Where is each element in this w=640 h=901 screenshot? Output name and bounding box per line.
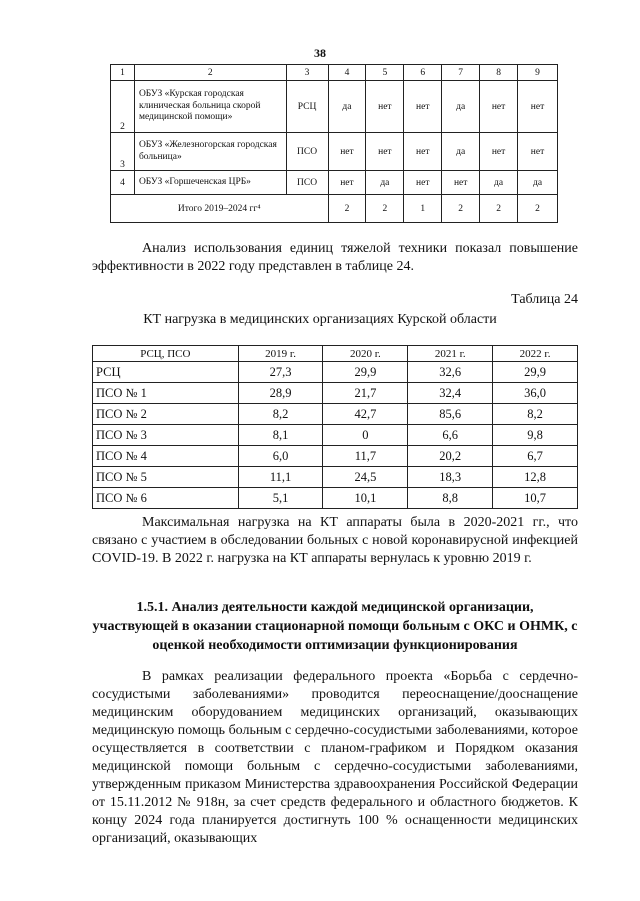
table-cell: 11,7 <box>323 446 408 467</box>
table-cell: 6,0 <box>238 446 323 467</box>
total-row <box>111 195 558 223</box>
paragraph-ct-load-analysis: Максимальная нагрузка на КТ аппараты была в 2020-2021 гг., что связано с участием в обследовании больных с новой коронавирусной инфекцией COVID-19. В 2022 г. нагрузка на КТ аппараты вернулась к уровню 2019 г. <box>92 515 578 566</box>
row-label: ПСО № 1 <box>93 383 239 404</box>
table-cell: 42,7 <box>323 404 408 425</box>
row-label: ПСО № 6 <box>93 488 239 509</box>
table-cell: 32,4 <box>408 383 493 404</box>
table-cell: 32,6 <box>408 362 493 383</box>
table-cell: да <box>366 171 404 195</box>
table-cell: нет <box>404 171 442 195</box>
table-number-label: Таблица 24 <box>511 292 578 307</box>
section-heading: 1.5.1. Анализ деятельности каждой медицинской организации, участвующей в оказании стационарной помощи больным с ОКС и ОНМК, с оценкой необходимости оптимизации функционирования <box>92 600 578 653</box>
row-label: ПСО № 3 <box>93 425 239 446</box>
org-type: ПСО <box>286 171 328 195</box>
table-title: КТ нагрузка в медицинских организациях Курской области <box>143 312 497 327</box>
table-cell: нет <box>328 133 366 171</box>
header-cell: 1 <box>111 65 135 81</box>
table-cell: да <box>442 81 480 133</box>
table-cell: 8,2 <box>238 404 323 425</box>
paragraph-federal-project: В рамках реализации федерального проекта «Борьба с сердечно-сосудистыми заболеваниями» проводится переоснащение/дооснащение медицинским оборудованием медицинских организаций, оказывающих медицинскую помощь больным с сердечно-сосудистыми заболеваниями, которое осуществляется в соответствии с планом-графиком и Порядком оказания медицинской помощи больным с сердечно-сосудистыми заболеваниями, утвержденным приказом Министерства здравоохранения Российской Федерации от 15.11.2012 № 918н, за счет средств федерального и областного бюджетов. К концу 2024 года планируется достигнуть 100 % оснащенности медицинских организаций, оказывающих <box>92 669 578 846</box>
table-row <box>93 467 578 488</box>
table-cell: нет <box>518 81 558 133</box>
total-label: Итого 2019–2024 гг⁴ <box>111 195 329 223</box>
table-row <box>93 404 578 425</box>
table-cell: нет <box>366 81 404 133</box>
organization-name: ОБУЗ «Курская городская клиническая больница скорой медицинской помощи» <box>134 81 286 133</box>
table-cell: 21,7 <box>323 383 408 404</box>
table-row <box>93 383 578 404</box>
table-cell: 6,7 <box>493 446 578 467</box>
table-row <box>93 446 578 467</box>
total-cell: 2 <box>442 195 480 223</box>
table-cell: 29,9 <box>323 362 408 383</box>
header-cell: 5 <box>366 65 404 81</box>
table-cell: нет <box>480 133 518 171</box>
table-cell: 18,3 <box>408 467 493 488</box>
table-cell: 27,3 <box>238 362 323 383</box>
table-cell: нет <box>442 171 480 195</box>
table-cell: нет <box>480 81 518 133</box>
header-cell: 4 <box>328 65 366 81</box>
header-cell: 2019 г. <box>238 346 323 362</box>
ct-load-table <box>92 345 578 509</box>
table-cell: 11,1 <box>238 467 323 488</box>
org-type: РСЦ <box>286 81 328 133</box>
header-cell: 3 <box>286 65 328 81</box>
table-row <box>111 81 558 133</box>
table-cell: нет <box>366 133 404 171</box>
header-cell: 2020 г. <box>323 346 408 362</box>
table-row <box>111 133 558 171</box>
table-cell: да <box>518 171 558 195</box>
header-cell: 6 <box>404 65 442 81</box>
paragraph-equipment-analysis: Анализ использования единиц тяжелой техники показал повышение эффективности в 2022 году представлен в таблице 24. <box>92 241 578 274</box>
table-cell: 24,5 <box>323 467 408 488</box>
table-cell: нет <box>404 133 442 171</box>
table-cell: 6,6 <box>408 425 493 446</box>
table-cell: нет <box>328 171 366 195</box>
table-row <box>93 488 578 509</box>
table-cell: 36,0 <box>493 383 578 404</box>
table-row <box>93 362 578 383</box>
row-label: ПСО № 4 <box>93 446 239 467</box>
table-cell: 8,2 <box>493 404 578 425</box>
header-cell: 2021 г. <box>408 346 493 362</box>
table-cell: 8,1 <box>238 425 323 446</box>
total-cell: 2 <box>480 195 518 223</box>
table-row <box>93 425 578 446</box>
table-cell: да <box>328 81 366 133</box>
row-label: ПСО № 5 <box>93 467 239 488</box>
header-cell: 7 <box>442 65 480 81</box>
total-cell: 2 <box>328 195 366 223</box>
table-cell: нет <box>404 81 442 133</box>
equipment-table <box>110 64 558 223</box>
row-number: 3 <box>111 133 135 171</box>
table-cell: да <box>480 171 518 195</box>
total-cell: 2 <box>518 195 558 223</box>
row-label: РСЦ <box>93 362 239 383</box>
row-number: 4 <box>111 171 135 195</box>
table-cell: 12,8 <box>493 467 578 488</box>
page-number: 38 <box>314 46 326 60</box>
table-header-row <box>111 65 558 81</box>
row-label: ПСО № 2 <box>93 404 239 425</box>
header-cell: 8 <box>480 65 518 81</box>
table-header-row <box>93 346 578 362</box>
table-cell: 28,9 <box>238 383 323 404</box>
table-row <box>111 171 558 195</box>
header-cell: 2022 г. <box>493 346 578 362</box>
header-cell: 2 <box>134 65 286 81</box>
row-number: 2 <box>111 81 135 133</box>
org-type: ПСО <box>286 133 328 171</box>
total-cell: 1 <box>404 195 442 223</box>
total-cell: 2 <box>366 195 404 223</box>
table-cell: 85,6 <box>408 404 493 425</box>
table-cell: 8,8 <box>408 488 493 509</box>
table-cell: 10,1 <box>323 488 408 509</box>
organization-name: ОБУЗ «Железногорская городская больница» <box>134 133 286 171</box>
table-cell: нет <box>518 133 558 171</box>
table-cell: 9,8 <box>493 425 578 446</box>
table-cell: 0 <box>323 425 408 446</box>
table-cell: 29,9 <box>493 362 578 383</box>
table-cell: 20,2 <box>408 446 493 467</box>
table-cell: да <box>442 133 480 171</box>
table-cell: 5,1 <box>238 488 323 509</box>
organization-name: ОБУЗ «Горшеченская ЦРБ» <box>134 171 286 195</box>
header-cell: РСЦ, ПСО <box>93 346 239 362</box>
table-cell: 10,7 <box>493 488 578 509</box>
header-cell: 9 <box>518 65 558 81</box>
